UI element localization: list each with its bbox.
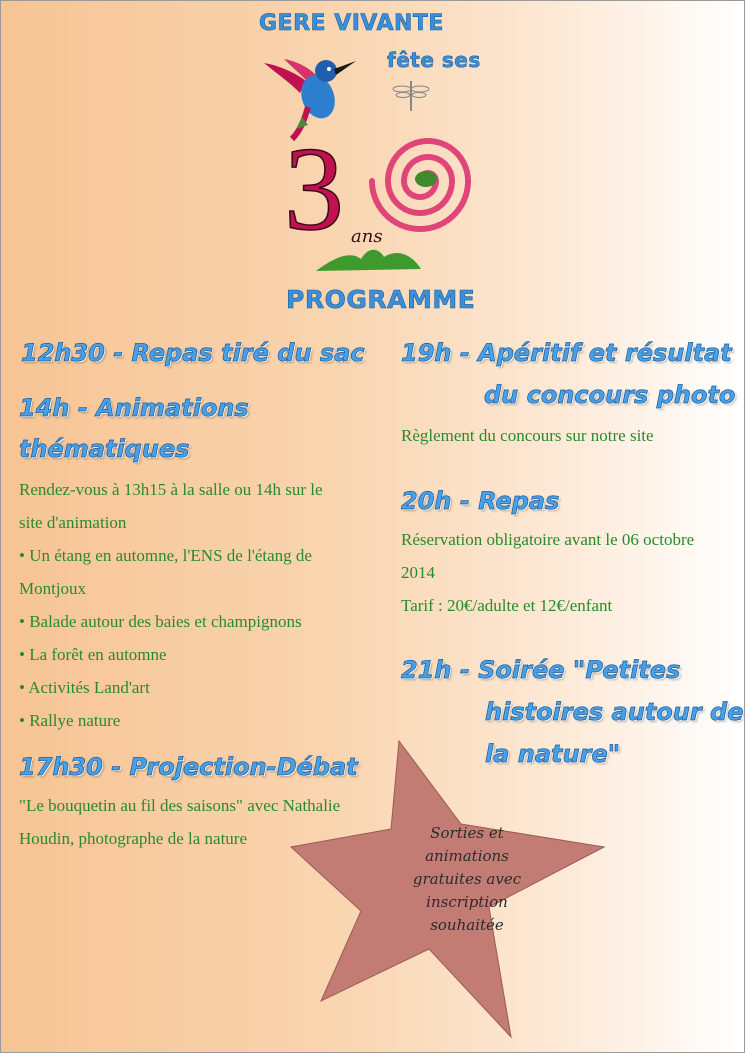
animation-item: • Activités Land'art bbox=[19, 678, 150, 697]
animation-item: • La forêt en automne bbox=[19, 645, 167, 664]
dinner-line1: Réservation obligatoire avant le 06 octobre bbox=[401, 530, 695, 549]
animations-details bbox=[19, 473, 379, 737]
animation-item: Montjoux bbox=[19, 579, 87, 598]
animations-intro-line1: Rendez-vous à 13h15 à la salle ou 14h sur le bbox=[19, 480, 323, 499]
projection-line2: Houdin, photographe de la nature bbox=[19, 829, 248, 848]
number-three: 3 bbox=[284, 122, 344, 255]
anniversary-suffix: ans bbox=[351, 226, 383, 247]
aperitif-heading-line1: 19h - Apéritif et résultat bbox=[401, 339, 732, 367]
program-title: PROGRAMME bbox=[286, 285, 476, 314]
star-line: animations bbox=[425, 847, 509, 865]
evening-heading-line3: la nature" bbox=[485, 740, 621, 768]
aperitif-text: Règlement du concours sur notre site bbox=[401, 426, 654, 445]
dinner-details bbox=[401, 523, 736, 622]
spiral-zero bbox=[372, 141, 468, 229]
star-line: gratuites avec bbox=[412, 870, 522, 888]
star-line: Sorties et bbox=[430, 824, 504, 842]
evening-heading-line2: histoires autour de bbox=[485, 698, 744, 726]
org-name: GERE VIVANTE bbox=[259, 11, 444, 36]
evening-heading-line1: 21h - Soirée "Petites bbox=[401, 656, 681, 684]
animations-heading-line2: thématiques bbox=[19, 435, 190, 463]
dinner-line3: Tarif : 20€/adulte et 12€/enfant bbox=[401, 596, 613, 615]
dinner-heading: 20h - Repas bbox=[401, 487, 560, 515]
animation-item: • Un étang en automne, l'ENS de l'étang de bbox=[19, 546, 312, 565]
projection-line1: "Le bouquetin au fil des saisons" avec Nathalie bbox=[19, 796, 341, 815]
animation-item: • Balade autour des baies et champignons bbox=[19, 612, 302, 631]
animation-item: • Rallye nature bbox=[19, 711, 121, 730]
star-line: inscription bbox=[426, 893, 508, 911]
logo-subtitle: fête ses bbox=[387, 48, 481, 72]
lunch-heading: 12h30 - Repas tiré du sac bbox=[21, 339, 365, 367]
aperitif-heading-line2: du concours photo bbox=[484, 381, 736, 409]
star-line: souhaitée bbox=[430, 916, 504, 934]
dinner-line2: 2014 bbox=[401, 563, 435, 582]
projection-heading: 17h30 - Projection-Débat bbox=[19, 753, 358, 781]
star-callout bbox=[392, 822, 542, 937]
dragonfly-icon bbox=[393, 81, 429, 111]
animations-intro-line2: site d'animation bbox=[19, 513, 127, 532]
animations-heading-line1: 14h - Animations bbox=[19, 394, 249, 422]
